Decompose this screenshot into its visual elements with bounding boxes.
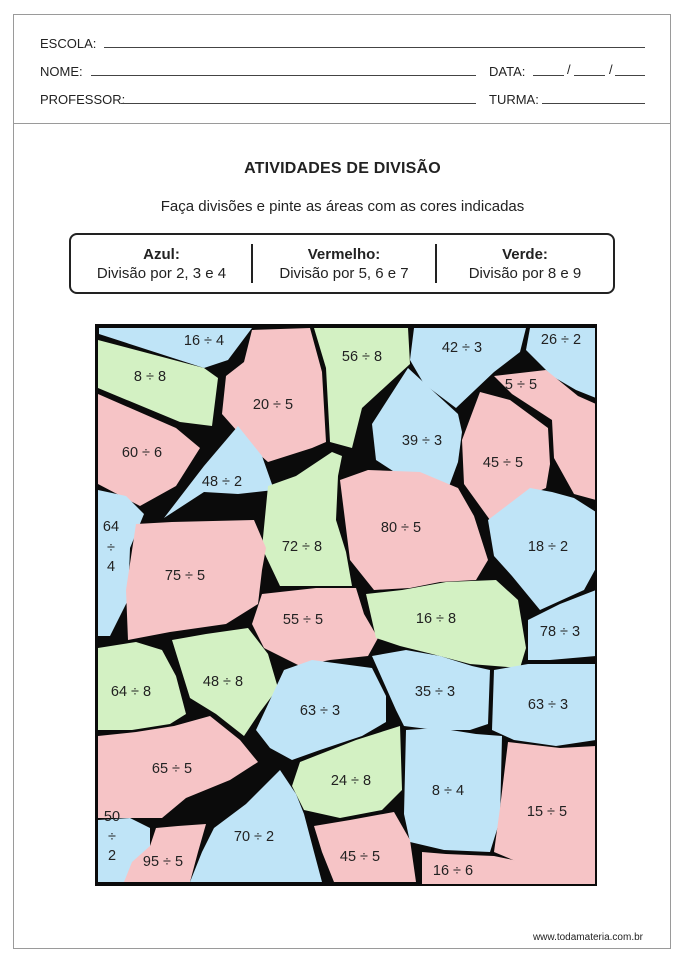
mosaic-piece-label: 78 ÷ 3: [539, 624, 581, 640]
date-separator: /: [567, 62, 571, 77]
page-title: ATIVIDADES DE DIVISÃO: [244, 160, 441, 177]
mosaic-piece-label: 50: [103, 809, 121, 825]
mosaic-piece-label: 63 ÷ 3: [299, 703, 341, 719]
instructions: Faça divisões e pinte as áreas com as cores indicadas: [160, 198, 525, 215]
mosaic-piece-label: 8 ÷ 8: [133, 369, 167, 385]
mosaic-piece-label: 72 ÷ 8: [281, 539, 323, 555]
mosaic-piece-label: 64 ÷ 8: [110, 684, 152, 700]
mosaic-piece-label: 16 ÷ 4: [183, 333, 225, 349]
mosaic-piece-label: 65 ÷ 5: [151, 761, 193, 777]
mosaic-piece-label: 56 ÷ 8: [341, 349, 383, 365]
mosaic-piece-label: 4: [106, 559, 116, 575]
legend-green-desc: Divisão por 8 e 9: [468, 265, 582, 282]
legend-red-title: Vermelho:: [307, 246, 381, 263]
legend-blue-desc: Divisão por 2, 3 e 4: [96, 265, 227, 282]
date-label: DATA:: [489, 64, 526, 79]
name-label: NOME:: [40, 64, 83, 79]
mosaic-piece-label: ÷: [108, 829, 116, 845]
mosaic-piece-label: ÷: [107, 540, 115, 556]
legend-green-title: Verde:: [502, 246, 548, 263]
mosaic-piece-label: 63 ÷ 3: [527, 697, 569, 713]
mosaic-piece-label: 2: [107, 848, 117, 864]
mosaic-piece-label: 70 ÷ 2: [233, 829, 275, 845]
mosaic-piece-label: 45 ÷ 5: [482, 455, 524, 471]
mosaic-piece-label: 80 ÷ 5: [380, 520, 422, 536]
mosaic-piece-label: 5 ÷ 5: [504, 377, 538, 393]
mosaic-piece-label: 16 ÷ 6: [432, 863, 474, 879]
mosaic-piece-label: 45 ÷ 5: [339, 849, 381, 865]
mosaic-piece-label: 55 ÷ 5: [282, 612, 324, 628]
class-label: TURMA:: [489, 92, 539, 107]
mosaic-piece-label: 35 ÷ 3: [414, 684, 456, 700]
mosaic-piece-label: 95 ÷ 5: [142, 854, 184, 870]
footer-website: www.todamateria.com.br: [532, 932, 643, 943]
teacher-label: PROFESSOR:: [40, 92, 126, 107]
mosaic-piece-label: 8 ÷ 4: [431, 783, 465, 799]
mosaic-piece-label: 26 ÷ 2: [540, 332, 582, 348]
mosaic-piece-label: 64: [102, 519, 120, 535]
mosaic-piece-label: 18 ÷ 2: [527, 539, 569, 555]
mosaic-piece-label: 48 ÷ 2: [201, 474, 243, 490]
mosaic-piece-label: 39 ÷ 3: [401, 433, 443, 449]
mosaic-piece-label: 75 ÷ 5: [164, 568, 206, 584]
mosaic-piece-label: 15 ÷ 5: [526, 804, 568, 820]
mosaic-piece-label: 20 ÷ 5: [252, 397, 294, 413]
legend-blue-title: Azul:: [143, 246, 180, 263]
mosaic-piece-label: 48 ÷ 8: [202, 674, 244, 690]
date-separator: /: [609, 62, 613, 77]
legend-red-desc: Divisão por 5, 6 e 7: [279, 265, 409, 282]
mosaic-piece-label: 42 ÷ 3: [441, 340, 483, 356]
mosaic-piece-label: 60 ÷ 6: [121, 445, 163, 461]
mosaic-piece-label: 16 ÷ 8: [415, 611, 457, 627]
school-label: ESCOLA:: [40, 36, 97, 51]
mosaic-piece-label: 24 ÷ 8: [330, 773, 372, 789]
